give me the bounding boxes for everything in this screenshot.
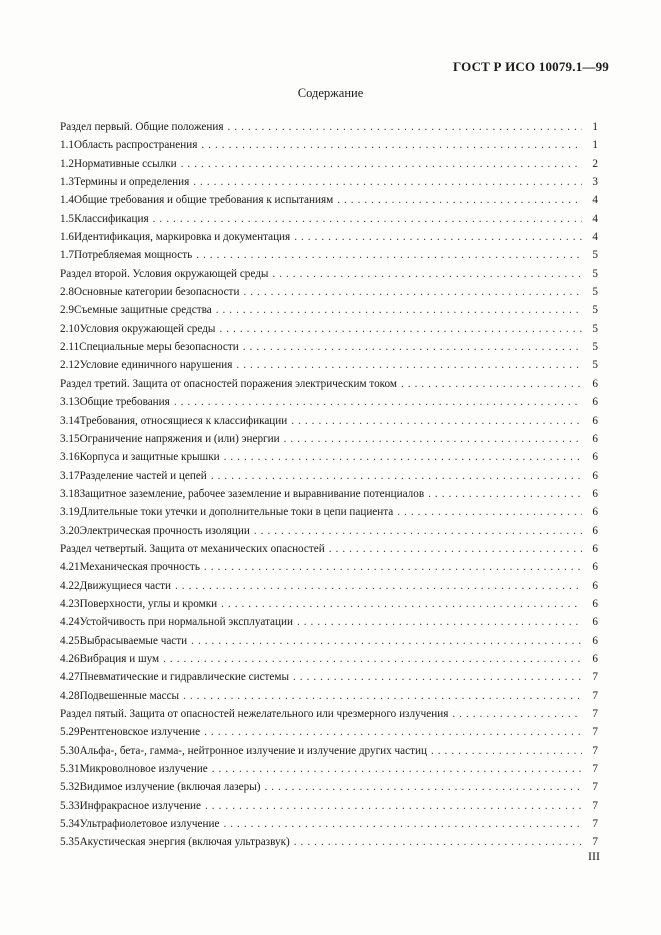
toc-entry — [60, 650, 598, 668]
toc-entry — [60, 815, 598, 833]
toc-entry-page: 2 — [592, 157, 598, 170]
toc-entry-title: Ограничение напряжения и (или) энергии — [79, 432, 280, 445]
toc-entry-title: Область распространения — [73, 139, 198, 152]
toc-dot-leader — [193, 173, 582, 191]
toc-entry — [60, 668, 598, 686]
toc-dot-leader — [254, 522, 582, 540]
toc-entry-page: 6 — [592, 579, 598, 592]
toc-entry-title: Альфа-, бета-, гамма-, нейтронное излучение и излучение других частиц — [79, 744, 427, 757]
toc-entry-number: 2.8 — [60, 286, 74, 299]
toc-dot-leader — [191, 632, 582, 650]
toc-entry-page: 4 — [592, 231, 598, 244]
page-folio: III — [588, 849, 600, 863]
toc-entry-page: 6 — [592, 487, 598, 500]
toc-entry-number: 1.5 — [60, 212, 74, 225]
toc-entry — [60, 503, 598, 521]
toc-entry-page: 3 — [592, 176, 598, 189]
document-code: ГОСТ Р ИСО 10079.1—99 — [452, 59, 609, 74]
toc-dot-leader — [204, 558, 582, 576]
toc-entry — [60, 577, 598, 595]
toc-entry-page: 5 — [592, 267, 598, 280]
toc-entry — [60, 136, 598, 154]
toc-entry-page: 6 — [592, 652, 598, 665]
toc-entry-title: Корпуса и защитные крышки — [79, 451, 220, 464]
toc-dot-leader — [223, 815, 582, 833]
toc-entry-page: 6 — [592, 542, 598, 555]
toc-entry — [60, 210, 598, 228]
toc-entry-title: Раздел пятый. Защита от опасностей нежелательного или чрезмерного излучения — [60, 708, 449, 720]
toc-dot-leader — [153, 210, 582, 228]
toc-entry-number: 3.19 — [60, 506, 80, 519]
toc-entry-page: 1 — [592, 121, 598, 133]
toc-entry-number: 2.12 — [60, 359, 80, 372]
toc-entry-page: 7 — [592, 781, 598, 794]
toc-entry — [60, 760, 598, 778]
toc-dot-leader — [175, 577, 582, 595]
toc-entry-title: Общие требования — [79, 396, 170, 409]
toc-entry-number: 4.22 — [60, 579, 80, 592]
toc-entry-page: 7 — [592, 799, 598, 812]
toc-entry — [60, 173, 598, 191]
toc-entry-page: 7 — [592, 836, 598, 849]
toc-entry — [60, 522, 598, 540]
toc-entry — [60, 632, 598, 650]
toc-entry — [60, 283, 598, 301]
toc-entry-page: 6 — [592, 561, 598, 574]
toc-entry — [60, 595, 598, 613]
toc-entry — [60, 356, 598, 374]
toc-entry-page: 5 — [592, 286, 598, 299]
toc-entry-page: 6 — [592, 432, 598, 445]
toc-entry-page: 7 — [592, 744, 598, 757]
toc-dot-leader — [196, 246, 582, 264]
toc-entry-number: 4.26 — [60, 652, 80, 665]
toc-entry — [60, 467, 598, 485]
toc-entry — [60, 448, 598, 466]
toc-dot-leader — [329, 540, 582, 558]
toc-entry-page: 5 — [592, 341, 598, 354]
toc-dot-leader — [174, 393, 582, 411]
toc-entry-title: Специальные меры безопасности — [79, 341, 239, 354]
toc-entry-page: 6 — [592, 634, 598, 647]
toc-dot-leader — [243, 338, 582, 356]
toc-entry-number: 3.16 — [60, 451, 80, 464]
toc-entry-page: 6 — [592, 524, 598, 537]
toc-entry-page: 6 — [592, 377, 598, 390]
toc-entry-number: 5.35 — [60, 836, 80, 849]
toc-entry-page: 6 — [592, 451, 598, 464]
toc-section-heading — [60, 375, 598, 393]
toc-entry — [60, 485, 598, 503]
toc-entry-title: Условие единичного нарушения — [79, 359, 233, 372]
toc-entry-number: 4.27 — [60, 671, 80, 684]
toc-entry-title: Электрическая прочность изоляции — [79, 524, 250, 537]
toc-entry-page: 7 — [592, 671, 598, 684]
toc-entry-title: Механическая прочность — [79, 561, 200, 574]
toc-dot-leader — [224, 448, 582, 466]
toc-entry-title: Нормативные ссылки — [73, 157, 177, 170]
toc-entry-number: 3.15 — [60, 432, 80, 445]
toc-entry-title: Видимое излучение (включая лазеры) — [79, 781, 261, 794]
toc-entry-page: 6 — [592, 506, 598, 519]
toc-section-heading — [60, 705, 598, 723]
toc-entry-number: 5.29 — [60, 726, 80, 739]
toc-entry-page: 5 — [592, 359, 598, 372]
toc-entry — [60, 320, 598, 338]
toc-entry-page: 4 — [592, 212, 598, 225]
toc-entry-title: Раздел третий. Защита от опасностей поражения электрическим током — [60, 377, 397, 390]
toc-dot-leader — [211, 467, 582, 485]
toc-entry-number: 4.24 — [60, 616, 80, 629]
toc-dot-leader — [221, 595, 582, 613]
toc-entry — [60, 558, 598, 576]
toc-entry-page: 4 — [592, 194, 598, 207]
toc-entry — [60, 338, 598, 356]
toc-dot-leader — [297, 613, 582, 631]
toc-entry — [60, 301, 598, 319]
toc-entry-number: 1.6 — [60, 231, 74, 244]
toc-dot-leader — [397, 503, 582, 521]
toc-entry — [60, 797, 598, 815]
toc-entry-title: Раздел четвертый. Защита от механических опасностей — [60, 542, 325, 555]
toc-entry-number: 5.30 — [60, 744, 80, 757]
toc-entry-page: 7 — [592, 689, 598, 702]
toc-dot-leader — [272, 265, 582, 283]
toc-entry — [60, 687, 598, 705]
toc-entry-number: 1.1 — [60, 139, 74, 152]
toc-entry-title: Потребляемая мощность — [73, 249, 193, 262]
toc-dot-leader — [205, 797, 582, 815]
toc-entry-page: 7 — [592, 818, 598, 831]
toc-entry-title: Акустическая энергия (включая ультразвук) — [79, 836, 290, 849]
toc-dot-leader — [293, 668, 582, 686]
toc-dot-leader — [294, 228, 582, 246]
toc-entry-page: 1 — [592, 139, 598, 152]
toc-entry-number: 2.9 — [60, 304, 74, 317]
toc-entry-title: Поверхности, углы и кромки — [79, 597, 218, 610]
toc-entry — [60, 742, 598, 760]
toc-entry-number: 5.33 — [60, 799, 80, 812]
toc-dot-leader — [183, 687, 582, 705]
toc-dot-leader — [452, 705, 582, 723]
toc-entry-page: 5 — [592, 249, 598, 262]
toc-entry-page: 5 — [592, 304, 598, 317]
toc-entry-page: 6 — [592, 616, 598, 629]
toc-entry-title: Вибрация и шум — [79, 652, 160, 665]
toc-section-heading — [60, 118, 598, 136]
toc-entry-number: 4.21 — [60, 561, 80, 574]
toc-entry-page: 6 — [592, 414, 598, 427]
toc-entry-title: Инфракрасное излучение — [79, 799, 202, 812]
toc-entry-title: Ультрафиолетовое излучение — [79, 818, 220, 831]
toc-dot-leader — [212, 760, 582, 778]
toc-entry-title: Выбрасываемые части — [79, 634, 188, 647]
toc-entry-page: 6 — [592, 396, 598, 409]
toc-entry — [60, 246, 598, 264]
toc-entry-title: Устойчивость при нормальной эксплуатации — [79, 616, 293, 629]
toc-entry-title: Раздел второй. Условия окружающей среды — [60, 267, 269, 280]
toc-dot-leader — [243, 283, 582, 301]
toc-entry-title: Общие требования и общие требования к испытаниям — [73, 194, 334, 207]
toc-section-heading — [60, 540, 598, 558]
toc-entry-number: 4.25 — [60, 634, 80, 647]
toc-dot-leader — [219, 320, 582, 338]
toc-dot-leader — [291, 412, 582, 430]
toc-dot-leader — [201, 136, 582, 154]
toc-dot-leader — [294, 833, 582, 851]
toc-dot-leader — [428, 485, 582, 503]
toc-entry-title: Съемные защитные средства — [73, 304, 212, 317]
toc-entry-page: 7 — [592, 763, 598, 776]
toc-entry-title: Раздел первый. Общие положения — [60, 121, 224, 133]
toc-entry-title: Защитное заземление, рабочее заземление и выравнивание потенциалов — [79, 487, 425, 500]
toc-entry-number: 5.32 — [60, 781, 80, 794]
toc-entry-number: 2.11 — [60, 341, 80, 354]
toc-dot-leader — [204, 723, 582, 741]
toc-entry-title: Требования, относящиеся к классификации — [79, 414, 288, 427]
toc-entry-number: 4.23 — [60, 597, 80, 610]
toc-entry — [60, 613, 598, 631]
toc-dot-leader — [264, 778, 582, 796]
toc-entry-page: 6 — [592, 469, 598, 482]
toc-title: Содержание — [297, 86, 364, 100]
toc-entry — [60, 191, 598, 209]
toc-entry-number: 5.34 — [60, 818, 80, 831]
toc-dot-leader — [431, 742, 582, 760]
toc-entry-title: Классификация — [74, 212, 149, 225]
toc-entry — [60, 393, 598, 411]
toc-entry-title: Идентификация, маркировка и документация — [73, 231, 291, 244]
toc-entry-number: 1.4 — [60, 194, 74, 207]
toc-dot-leader — [181, 155, 582, 173]
toc-dot-leader — [401, 375, 582, 393]
toc-entry — [60, 778, 598, 796]
toc-entry-title: Рентгеновское излучение — [79, 726, 201, 739]
toc-entry-number: 3.18 — [60, 487, 80, 500]
toc-entry-page: 6 — [592, 597, 598, 610]
toc-dot-leader — [163, 650, 582, 668]
toc-entry-title: Основные категории безопасности — [73, 286, 240, 299]
toc-entry — [60, 412, 598, 430]
toc-entry — [60, 723, 598, 741]
toc-entry — [60, 833, 598, 851]
toc-entry-number: 3.20 — [60, 524, 80, 537]
toc-entry-number: 3.17 — [60, 469, 80, 482]
toc-entry-number: 3.13 — [60, 396, 80, 409]
toc-entry-number: 2.10 — [60, 322, 80, 335]
toc-entry-number: 5.31 — [60, 763, 80, 776]
toc-entry-page: 7 — [592, 726, 598, 739]
table-of-contents — [60, 118, 598, 852]
toc-dot-leader — [216, 301, 582, 319]
toc-entry — [60, 228, 598, 246]
toc-dot-leader — [284, 430, 582, 448]
toc-entry-title: Подвешенные массы — [79, 689, 180, 702]
toc-entry-number: 1.3 — [60, 176, 74, 189]
toc-dot-leader — [228, 118, 582, 136]
toc-entry-title: Микроволновое излучение — [79, 763, 208, 776]
toc-entry-page: 7 — [592, 708, 598, 720]
toc-entry-title: Термины и определения — [73, 176, 190, 189]
toc-entry-title: Пневматические и гидравлические системы — [79, 671, 289, 684]
toc-entry-number: 1.2 — [60, 157, 74, 170]
toc-entry-number: 1.7 — [60, 249, 74, 262]
toc-entry-title: Длительные токи утечки и дополнительные токи в цепи пациента — [79, 506, 394, 519]
toc-entry-title: Движущиеся части — [79, 579, 171, 592]
toc-entry-number: 4.28 — [60, 689, 80, 702]
toc-entry-number: 3.14 — [60, 414, 80, 427]
toc-section-heading — [60, 265, 598, 283]
toc-entry-title: Условия окружающей среды — [79, 322, 216, 335]
toc-dot-leader — [337, 191, 582, 209]
toc-entry — [60, 155, 598, 173]
toc-dot-leader — [236, 356, 582, 374]
toc-entry-title: Разделение частей и цепей — [79, 469, 207, 482]
toc-entry — [60, 430, 598, 448]
toc-entry-page: 5 — [592, 322, 598, 335]
